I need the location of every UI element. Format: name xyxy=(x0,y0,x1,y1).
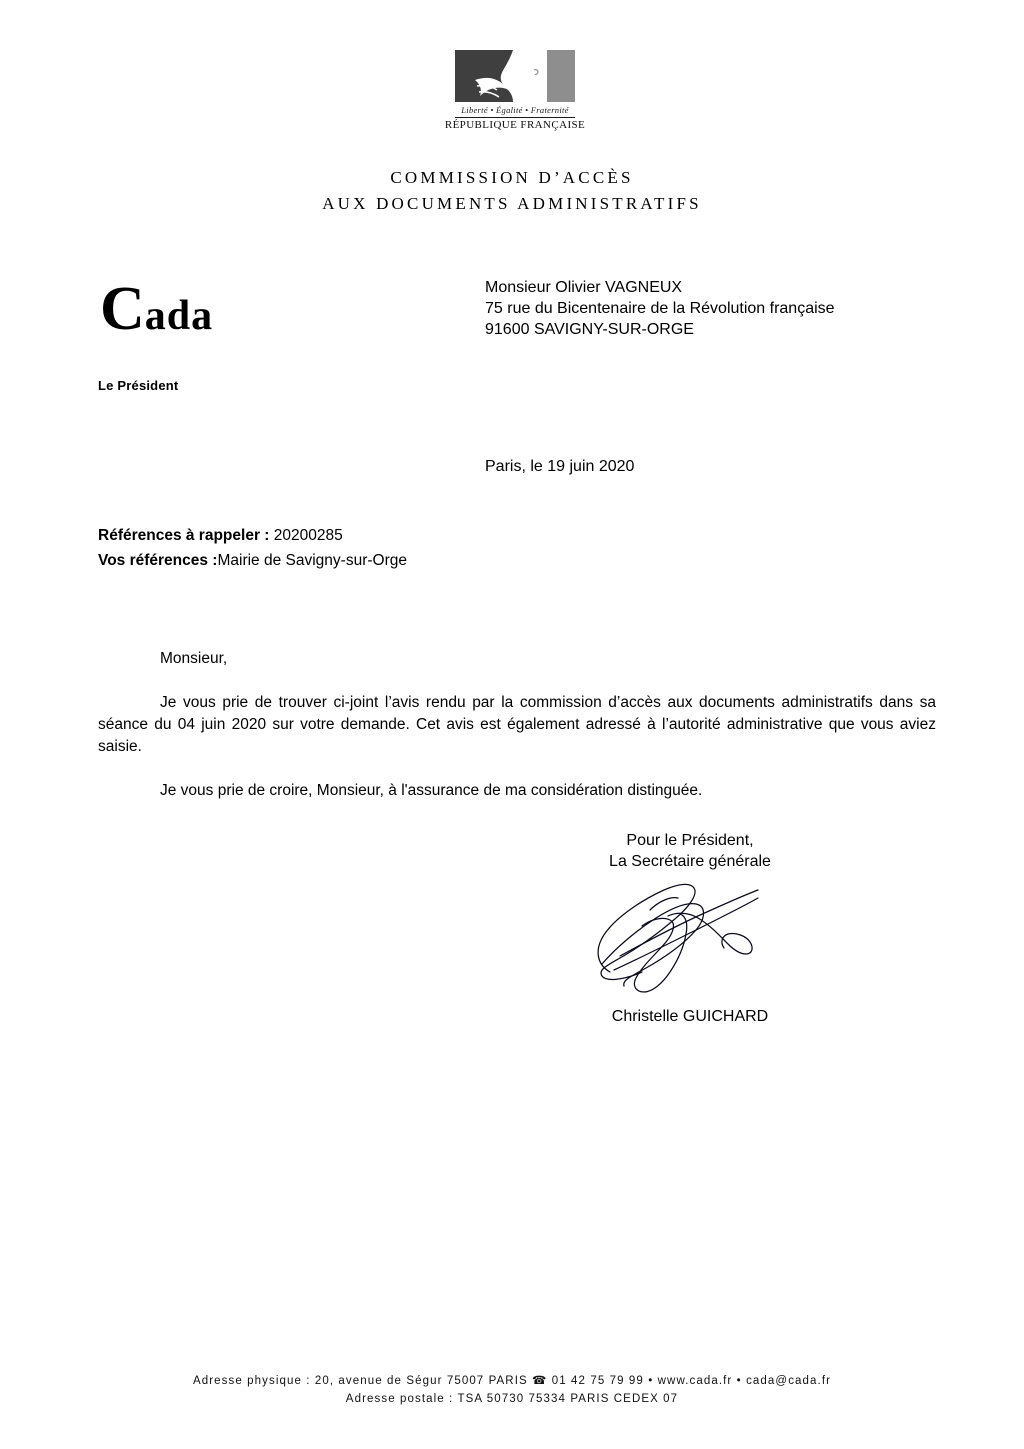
letter-body xyxy=(98,648,936,802)
signature-attribution xyxy=(530,830,850,872)
reference-yours xyxy=(98,548,407,573)
republique-francaise-logo xyxy=(440,50,590,131)
reference-yours-value: Mairie de Savigny-sur-Orge xyxy=(217,552,407,569)
handwritten-signature xyxy=(580,868,780,998)
signatory-name: Christelle GUICHARD xyxy=(611,1008,769,1025)
signature-for-line1: Pour le Président, xyxy=(626,832,754,849)
cada-logo-rest: ada xyxy=(144,293,214,339)
commission-heading xyxy=(0,165,1024,217)
cada-logo-initial: C xyxy=(100,275,145,343)
letter-paragraph-1: Je vous prie de trouver ci-joint l’avis rendu par la commission d’accès aux documents administratifs dans sa séance du 04 juin 2020 sur votre demande. Cet avis est également adressé à l’autorité administrative que vous aviez saisie. xyxy=(98,694,936,755)
reference-ours-label: Références à rappeler : xyxy=(98,527,270,544)
marianne-profile-icon xyxy=(455,50,575,102)
date-line: Paris, le 19 juin 2020 xyxy=(485,458,635,475)
reference-ours xyxy=(98,523,407,548)
commission-heading-line1: COMMISSION D’ACCÈS xyxy=(390,168,634,187)
recipient-name: Monsieur Olivier VAGNEUX xyxy=(485,279,683,296)
marianne-emblem-icon xyxy=(455,50,575,102)
page-footer xyxy=(0,1372,1024,1408)
emblem-divider xyxy=(455,117,575,118)
recipient-street: 75 rue du Bicentenaire de la Révolution française xyxy=(485,300,835,317)
commission-heading-line2: AUX DOCUMENTS ADMINISTRATIFS xyxy=(322,194,702,213)
letter-salutation: Monsieur, xyxy=(160,650,228,667)
recipient-city: 91600 SAVIGNY-SUR-ORGE xyxy=(485,321,694,338)
cada-logo xyxy=(100,275,214,343)
footer-line-physical-address: Adresse physique : 20, avenue de Ségur 75007 PARIS ☎ 01 42 75 79 99 • www.cada.fr • cada@cada.fr xyxy=(192,1375,832,1387)
footer-line-postal-address: Adresse postale : TSA 50730 75334 PARIS CEDEX 07 xyxy=(345,1393,679,1405)
reference-yours-label: Vos références : xyxy=(98,552,218,569)
signature-for-line2: La Secrétaire générale xyxy=(609,853,771,870)
emblem-republic-label: RÉPUBLIQUE FRANÇAISE xyxy=(444,119,586,131)
emblem-devise: Liberté • Égalité • Fraternité xyxy=(461,105,569,115)
recipient-address xyxy=(485,277,835,340)
reference-ours-value: 20200285 xyxy=(273,527,343,544)
sender-role-label: Le Président xyxy=(98,378,179,393)
letter-paragraph-2: Je vous prie de croire, Monsieur, à l'assurance de ma considération distinguée. xyxy=(160,782,703,799)
reference-block xyxy=(98,523,407,573)
